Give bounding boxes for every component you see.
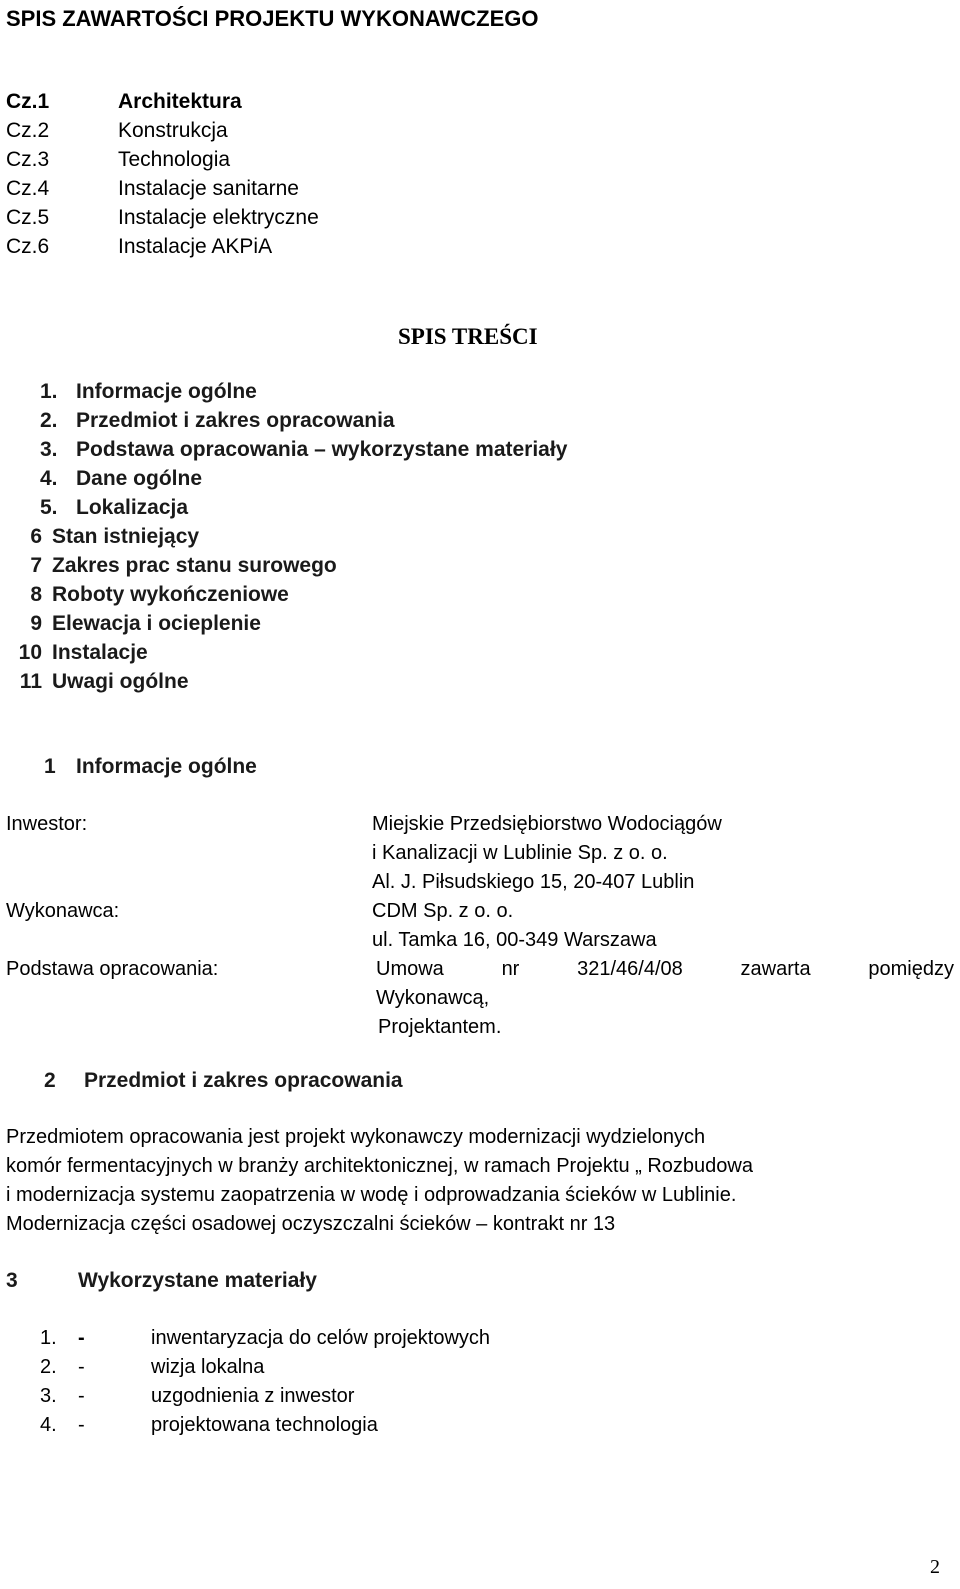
section-2-paragraph-line: komór fermentacyjnych w branży architektonicznej, w ramach Projektu „ Rozbudowa <box>6 1155 753 1177</box>
basis-label: Podstawa opracowania: <box>6 958 219 980</box>
toc-item-number: 11 <box>19 670 42 693</box>
toc-item <box>8 583 289 607</box>
toc-item-label: Roboty wykończeniowe <box>52 583 289 606</box>
investor-line: Al. J. Piłsudskiego 15, 20-407 Lublin <box>372 871 695 893</box>
material-dash: - <box>78 1327 85 1349</box>
basis-word: Umowa <box>376 958 444 980</box>
part-number: Cz.4 <box>6 177 50 200</box>
section-number: 1 <box>44 755 56 778</box>
toc-item-label: Uwagi ogólne <box>52 670 189 693</box>
investor-line: i Kanalizacji w Lublinie Sp. z o. o. <box>372 842 668 864</box>
part-number: Cz.6 <box>6 235 50 258</box>
part-label: Architektura <box>118 90 242 113</box>
material-number: 2. <box>40 1356 57 1378</box>
contractor-line: ul. Tamka 16, 00-349 Warszawa <box>372 929 657 951</box>
basis-word: nr <box>501 958 520 980</box>
toc-title: SPIS TREŚCI <box>398 324 538 349</box>
basis-word: zawarta <box>740 958 811 980</box>
part-number: Cz.3 <box>6 148 50 171</box>
toc-item-label: Elewacja i ocieplenie <box>52 612 261 635</box>
toc-item <box>8 525 199 549</box>
section-title: Informacje ogólne <box>76 755 257 778</box>
part-label: Instalacje sanitarne <box>118 177 299 200</box>
toc-item <box>40 409 395 433</box>
section-number: 3 <box>6 1269 18 1292</box>
basis-line: Projektantem. <box>378 1016 502 1038</box>
toc-item-number: 6 <box>30 525 42 548</box>
part-label: Technologia <box>118 148 231 171</box>
part-number: Cz.1 <box>6 90 50 113</box>
material-number: 4. <box>40 1414 57 1436</box>
part-number: Cz.2 <box>6 119 50 142</box>
material-label: inwentaryzacja do celów projektowych <box>151 1327 491 1349</box>
toc-item-label: Informacje ogólne <box>76 380 257 403</box>
toc-item-number: 10 <box>18 641 42 664</box>
toc-item-number: 8 <box>30 583 42 606</box>
toc-item-number: 9 <box>30 612 42 635</box>
material-number: 3. <box>40 1385 57 1407</box>
material-label: projektowana technologia <box>151 1414 378 1436</box>
material-dash: - <box>78 1385 85 1407</box>
material-dash: - <box>78 1356 85 1378</box>
toc-item <box>8 670 189 694</box>
toc-item-number: 1. <box>40 380 58 403</box>
part-label: Instalacje AKPiA <box>118 235 273 258</box>
section-number: 2 <box>44 1069 56 1092</box>
toc-item <box>40 380 257 404</box>
investor-line: Miejskie Przedsiębiorstwo Wodociągów <box>372 813 722 835</box>
section-2-paragraph-line: i modernizacja systemu zaopatrzenia w wodę i odprowadzania ścieków w Lublinie. <box>6 1184 737 1206</box>
part-number: Cz.5 <box>6 206 50 229</box>
toc-item-number: 4. <box>40 467 58 490</box>
contractor-line: CDM Sp. z o. o. <box>372 900 514 922</box>
toc-item-label: Przedmiot i zakres opracowania <box>76 409 395 432</box>
basis-line <box>376 958 954 981</box>
toc-item-number: 5. <box>40 496 58 519</box>
toc-item-label: Dane ogólne <box>76 467 203 490</box>
toc-item-label: Podstawa opracowania – wykorzystane materiały <box>76 438 568 461</box>
toc-item <box>40 467 202 491</box>
toc-item <box>8 554 337 578</box>
section-title: Wykorzystane materiały <box>78 1269 317 1292</box>
section-1-heading <box>44 755 257 779</box>
basis-word: 321/46/4/08 <box>577 958 683 980</box>
document-title: SPIS ZAWARTOŚCI PROJEKTU WYKONAWCZEGO <box>6 6 539 31</box>
toc-item-label: Stan istniejący <box>52 525 200 548</box>
basis-word: pomiędzy <box>868 958 954 980</box>
toc-item <box>8 641 148 665</box>
toc-item-number: 2. <box>40 409 58 432</box>
section-2-heading <box>44 1069 403 1093</box>
toc-item <box>8 612 261 636</box>
part-label: Instalacje elektryczne <box>118 206 319 229</box>
toc-item <box>40 496 188 520</box>
material-label: uzgodnienia z inwestor <box>151 1385 355 1407</box>
section-title: Przedmiot i zakres opracowania <box>84 1069 403 1092</box>
section-2-paragraph-line: Przedmiotem opracowania jest projekt wykonawczy modernizacji wydzielonych <box>6 1126 706 1148</box>
page-number: 2 <box>930 1556 940 1578</box>
toc-item-label: Instalacje <box>52 641 148 664</box>
contractor-label: Wykonawca: <box>6 900 120 922</box>
toc-item-number: 3. <box>40 438 58 461</box>
material-label: wizja lokalna <box>151 1356 265 1378</box>
toc-item-number: 7 <box>30 554 42 577</box>
section-3-heading <box>6 1269 317 1293</box>
toc-item <box>40 438 567 462</box>
material-dash: - <box>78 1414 85 1436</box>
toc-item-label: Lokalizacja <box>76 496 189 519</box>
part-label: Konstrukcja <box>118 119 228 142</box>
basis-line: Wykonawcą, <box>376 987 490 1009</box>
material-number: 1. <box>40 1327 57 1349</box>
section-2-paragraph-line: Modernizacja części osadowej oczyszczalni ścieków – kontrakt nr 13 <box>6 1213 616 1235</box>
investor-label: Inwestor: <box>6 813 88 835</box>
toc-item-label: Zakres prac stanu surowego <box>52 554 337 577</box>
